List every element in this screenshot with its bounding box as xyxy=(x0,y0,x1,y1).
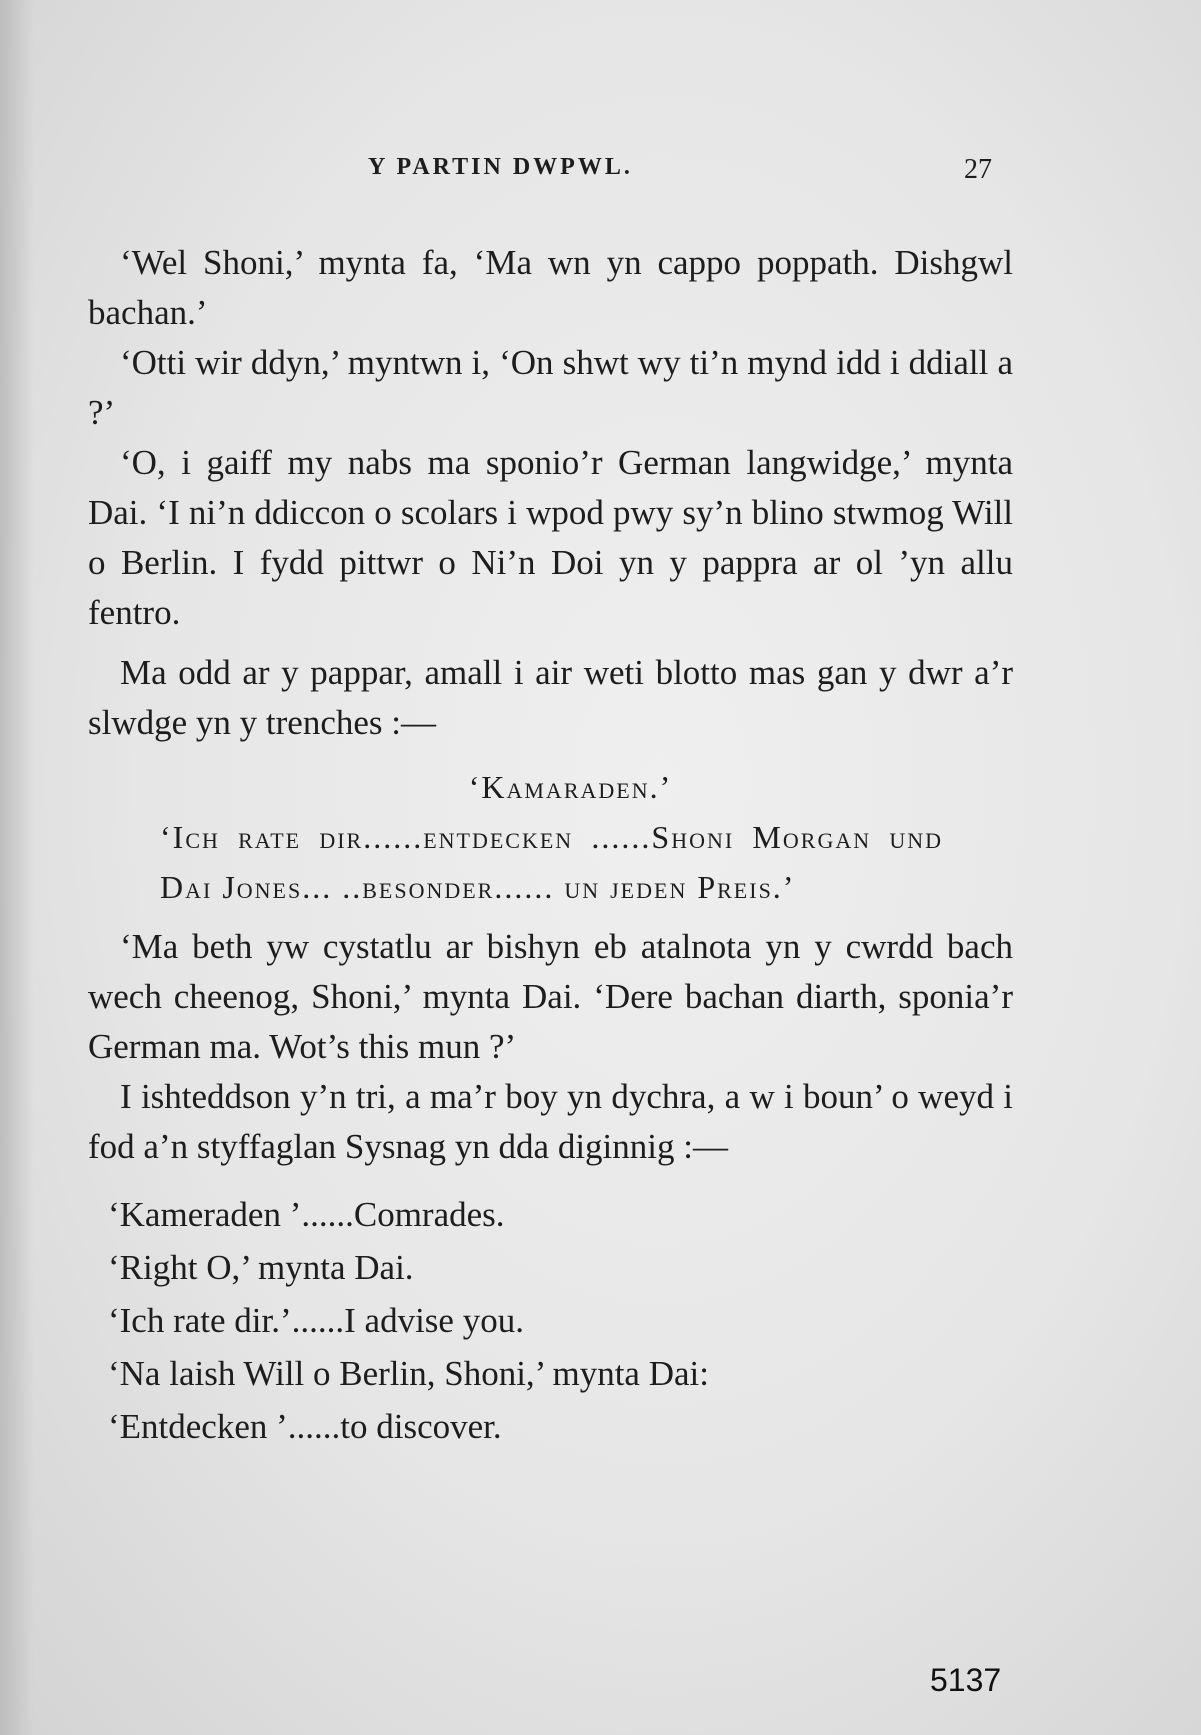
paragraph-2: ‘Otti wir ddyn,’ myntwn i, ‘On shwt wy ti’n mynd idd i ddiall a ?’ xyxy=(88,343,1013,432)
page-edge-shadow xyxy=(0,0,34,1735)
paragraph-6: I ishteddson y’n tri, a ma’r boy yn dychra, a w i boun’ o weyd i fod a’n styffaglan Sysnag yn dda diginnig :— xyxy=(88,1077,1013,1166)
letter-title: ‘Kamaraden.’ xyxy=(468,769,673,805)
body-text xyxy=(88,238,1013,1453)
paragraph-5: ‘Ma beth yw cystatlu ar bishyn eb atalnota yn y cwrdd bach wech cheenog, Shoni,’ mynta Dai. ‘Dere bachan diarth, sponia’r German ma. Wot’s this mun ?’ xyxy=(88,927,1013,1066)
paragraph-1: ‘Wel Shoni,’ mynta fa, ‘Ma wn yn cappo poppath. Dishgwl bachan.’ xyxy=(88,243,1013,332)
glossary-item: ‘Entdecken ’......to discover. xyxy=(108,1407,502,1446)
glossary-item: ‘Kameraden ’......Comrades. xyxy=(108,1195,505,1234)
letter-body: ‘Ich rate dir......entdecken ......Shoni Morgan und Dai Jones... ..besonder...... un jeden Preis.’ xyxy=(160,819,943,905)
archive-number: 5137 xyxy=(930,1662,1002,1698)
glossary-list xyxy=(88,1188,1013,1453)
running-head xyxy=(0,154,1201,190)
paragraph-4: Ma odd ar y pappar, amall i air weti blotto mas gan y dwr a’r slwdge yn y trenches :— xyxy=(88,653,1013,742)
running-title: Y PARTIN DWPWL. xyxy=(368,154,633,180)
glossary-item: ‘Ich rate dir.’......I advise you. xyxy=(108,1301,524,1340)
paragraph-3: ‘O, i gaiff my nabs ma sponio’r German langwidge,’ mynta Dai. ‘I ni’n ddiccon o scolars i wpod pwy sy’n blino stwmog Will o Berlin. I fydd pittwr o Ni’n Doi yn y pappra ar ol ’yn allu fentro. xyxy=(88,443,1013,632)
glossary-item: ‘Na laish Will o Berlin, Shoni,’ mynta Dai: xyxy=(108,1354,709,1393)
page-number: 27 xyxy=(964,154,992,185)
glossary-item: ‘Right O,’ mynta Dai. xyxy=(108,1248,414,1287)
